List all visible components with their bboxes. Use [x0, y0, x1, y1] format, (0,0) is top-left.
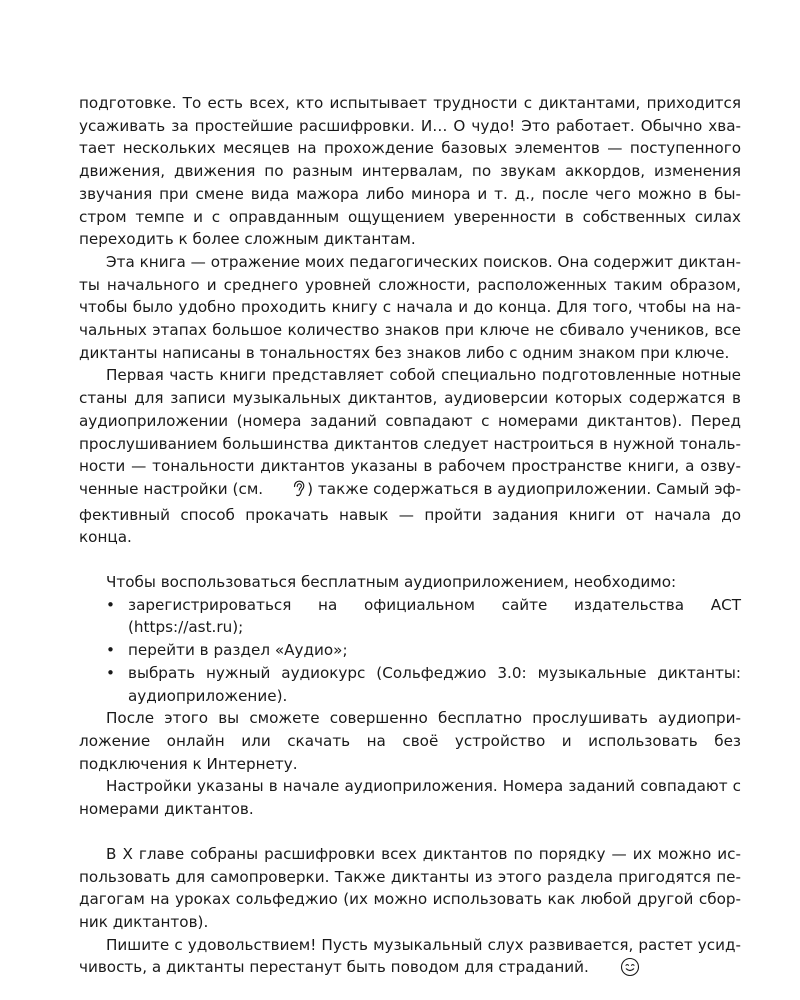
- paragraph-first-part-text-a: Первая часть книги представляет собой специально подготовленные нотные станы для записи музыкальных диктантов, аудиоверсии которых содержатся в аудиоприложении (номера заданий совпадают с номерами диктантов). Перед прослушиванием большинства диктантов следует настроиться в нужной тональности — тональности диктантов указаны в рабочем пространстве книги, а озвученные настройки (см.: [79, 366, 741, 498]
- ear-icon: [265, 480, 305, 504]
- paragraph-after-registration: После этого вы сможете совершенно бесплатно прослушивать аудиоприложение онлайн или скачать на своё устройство и использовать без подключения к Интернету.: [79, 709, 741, 773]
- smile-icon: [593, 957, 640, 984]
- list-item: [106, 594, 741, 639]
- list-item: [106, 662, 741, 707]
- instructions-list: [79, 594, 741, 708]
- list-item-text: перейти в раздел «Аудио»;: [128, 641, 348, 660]
- paragraph-closing-text: Пишите с удовольствием! Пусть музыкальный слух развивается, растет усидчивость, а диктанты перестанут быть поводом для страданий.: [79, 935, 741, 977]
- paragraph-chapter-x: В X главе собраны расшифровки всех диктантов по порядку — их можно использовать для самопроверки. Также диктанты из этого раздела пригодятся педагогам на уроках сольфеджио (их можно использовать как любой другой сборник диктантов).: [79, 844, 741, 931]
- paragraph-book-description: Эта книга — отражение моих педагогических поисков. Она содержит диктанты начального и среднего уровней сложности, расположенных таким образом, чтобы было удобно проходить книгу с начала и до конца. Для того, чтобы на начальных этапах большое количество знаков при ключе не сбивало учеников, все диктанты написаны в тональностях без знаков либо с одним знаком при ключе.: [79, 252, 741, 362]
- bullet-icon: •: [106, 641, 115, 660]
- list-item-text: зарегистрироваться на официальном сайте издательства АСТ (https://ast.ru);: [128, 595, 741, 637]
- spacer: [79, 549, 741, 571]
- paragraph-how-to-use: Чтобы воспользоваться бесплатным аудиоприложением, необходимо:: [106, 573, 677, 592]
- paragraph-first-part: [79, 364, 741, 549]
- list-item-text: выбрать нужный аудиокурс (Сольфеджио 3.0: музыкальные диктанты: аудиоприложение).: [128, 663, 741, 705]
- list-item: [106, 639, 741, 662]
- paragraph-settings: Настройки указаны в начале аудиоприложения. Номера заданий совпадают с номерами диктантов.: [79, 777, 741, 819]
- bullet-icon: •: [106, 595, 115, 614]
- page-body: [79, 92, 741, 984]
- bullet-icon: •: [106, 663, 115, 682]
- paragraph-first-part-text-b: ) также содержаться в аудиоприложении. Самый эффективный способ прокачать навык — пройти задания книги от начала до конца.: [79, 479, 741, 547]
- paragraph-closing: [79, 934, 741, 984]
- spacer: [79, 821, 741, 843]
- paragraph-intro: подготовке. То есть всех, кто испытывает трудности с диктантами, приходится усаживать за простейшие расшифровки. И… О чудо! Это работает. Обычно хватает нескольких месяцев на прохождение базовых элементов — поступенного движения, движения по разным интервалам, по звукам аккордов, изменения звучания при смене вида мажора либо минора и т. д., после чего можно в быстром темпе и с оправданным ощущением уверенности в собственных силах переходить к более сложным диктантам.: [79, 94, 741, 249]
